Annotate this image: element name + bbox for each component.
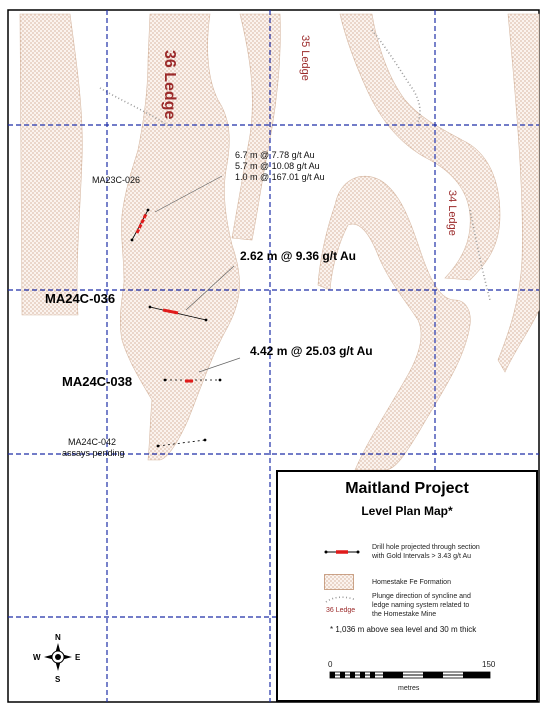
scale-bar [324,668,494,682]
formation-band-west [20,14,82,315]
legend-plunge-text-3: the Homestake Mine [372,611,437,618]
interval-ma24c-036: 2.62 m @ 9.36 g/t Au [240,249,356,263]
legend-plunge-text-2: ledge naming system related to [372,602,470,609]
legend-formation-swatch [324,574,354,590]
interval-ma23c-026-2: 5.7 m @ 10.08 g/t Au [235,161,320,171]
drill-hole-label-ma24c-038: MA24C-038 [62,374,133,389]
compass-west: W [33,653,41,662]
legend-plunge-sample-label: 36 Ledge [326,607,356,614]
ledge-label-36: 36 Ledge [161,50,178,120]
legend-title: Maitland Project [345,480,469,497]
interval-ma23c-026-1: 6.7 m @ 7.78 g/t Au [235,150,315,160]
legend-subtitle: Level Plan Map* [361,504,453,518]
drill-hole-label-ma23c-026: MA23C-026 [92,175,141,185]
scale-label-zero: 0 [328,660,333,669]
scale-label-max: 150 [482,660,496,669]
legend-footnote: * 1,036 m above sea level and 30 m thick [330,625,477,634]
legend-drill-hole-text-1: Drill hole projected through section [372,544,480,551]
drill-hole-label-ma24c-036: MA24C-036 [45,291,116,306]
legend-formation-text: Homestake Fe Formation [372,579,451,586]
compass-south: S [55,675,61,684]
legend-drill-hole-symbol [324,548,360,556]
legend-drill-hole-text-2: with Gold Intervals > 3.43 g/t Au [372,553,472,560]
ledge-label-35: 35 Ledge [299,35,311,81]
compass-east: E [75,653,81,662]
drill-hole-label-ma24c-042: MA24C-042 [68,437,117,447]
legend-panel [276,470,538,702]
legend-plunge-symbol [324,594,358,604]
interval-ma23c-026-3: 1.0 m @ 167.01 g/t Au [235,172,325,182]
scale-unit: metres [398,685,420,692]
legend-plunge-text-1: Plunge direction of syncline and [372,593,471,600]
compass-north: N [55,633,61,642]
ledge-label-34: 34 Ledge [446,190,458,236]
drill-hole-status-ma24c-042: assays pending [62,448,125,458]
interval-ma24c-038: 4.42 m @ 25.03 g/t Au [250,344,373,358]
